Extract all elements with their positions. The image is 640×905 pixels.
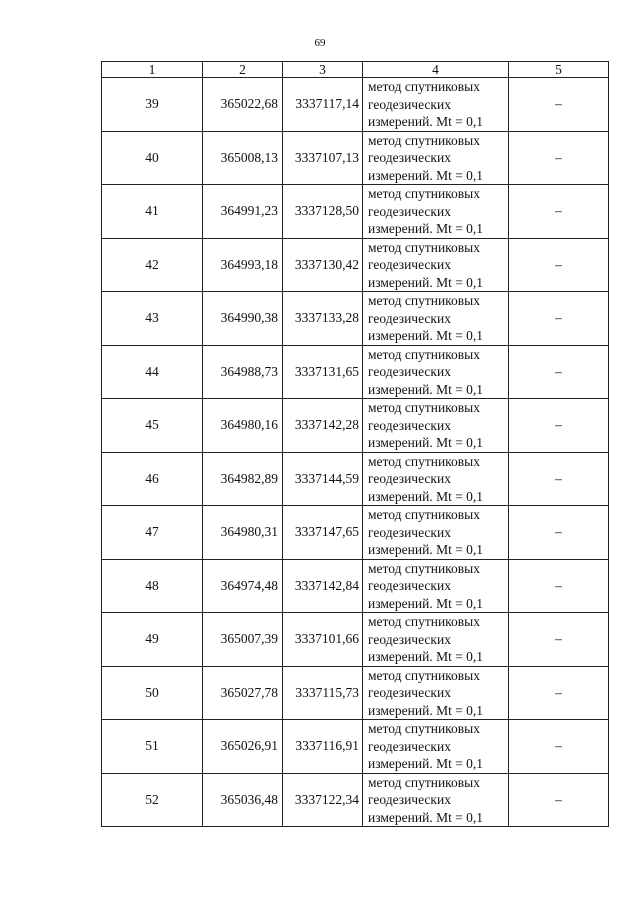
method-line: геодезических xyxy=(368,738,451,754)
method-cell xyxy=(363,238,509,292)
point-number-cell: 44 xyxy=(102,345,203,399)
method-line: геодезических xyxy=(368,150,451,165)
point-number-cell: 51 xyxy=(102,720,203,774)
method-cell xyxy=(363,78,509,132)
method-line: метод спутниковых xyxy=(368,667,480,683)
column-header-5: 5 xyxy=(509,62,609,78)
x-coordinate-cell: 365026,91 xyxy=(203,720,283,774)
note-cell: – xyxy=(509,399,609,453)
method-line: измерений. Mt = 0,1 xyxy=(368,542,484,557)
method-line: измерений. Mt = 0,1 xyxy=(368,328,484,343)
column-header-2: 2 xyxy=(203,62,283,78)
point-number-cell: 47 xyxy=(102,506,203,560)
column-header-1: 1 xyxy=(102,62,203,78)
page-number: 69 xyxy=(314,37,326,49)
note-cell: – xyxy=(509,292,609,346)
method-line: метод спутниковых xyxy=(368,239,480,255)
method-line: геодезических xyxy=(368,257,451,272)
x-coordinate-cell: 365027,78 xyxy=(203,666,283,720)
y-coordinate-cell: 3337147,65 xyxy=(283,506,363,560)
note-cell: – xyxy=(509,506,609,560)
point-number-cell: 46 xyxy=(102,452,203,506)
x-coordinate-cell: 364980,16 xyxy=(203,399,283,453)
note-cell: – xyxy=(509,345,609,399)
table-body xyxy=(102,78,609,827)
x-coordinate-cell: 364974,48 xyxy=(203,559,283,613)
y-coordinate-cell: 3337133,28 xyxy=(283,292,363,346)
point-number-cell: 48 xyxy=(102,559,203,613)
method-line: метод спутниковых xyxy=(368,560,480,576)
point-number-cell: 52 xyxy=(102,773,203,827)
method-cell xyxy=(363,506,509,560)
table-row xyxy=(102,559,609,613)
note-cell: – xyxy=(509,613,609,667)
table-row xyxy=(102,506,609,560)
method-line: геодезических xyxy=(368,471,451,486)
method-line: метод спутниковых xyxy=(368,79,480,94)
method-line: метод спутниковых xyxy=(368,400,480,415)
method-line: геодезических xyxy=(368,685,451,700)
x-coordinate-cell: 365022,68 xyxy=(203,78,283,132)
x-coordinate-cell: 364988,73 xyxy=(203,345,283,399)
method-cell xyxy=(363,559,509,613)
point-number-cell: 39 xyxy=(102,78,203,132)
y-coordinate-cell: 3337115,73 xyxy=(283,666,363,720)
method-line: метод спутниковых xyxy=(368,132,480,148)
table-row xyxy=(102,78,609,132)
note-cell: – xyxy=(509,185,609,239)
table-row xyxy=(102,345,609,399)
point-number-cell: 42 xyxy=(102,238,203,292)
y-coordinate-cell: 3337142,28 xyxy=(283,399,363,453)
note-cell: – xyxy=(509,78,609,132)
method-cell xyxy=(363,292,509,346)
x-coordinate-cell: 364980,31 xyxy=(203,506,283,560)
method-line: измерений. Mt = 0,1 xyxy=(368,595,484,611)
note-cell: – xyxy=(509,720,609,774)
method-line: метод спутниковых xyxy=(368,507,480,522)
y-coordinate-cell: 3337117,14 xyxy=(283,78,363,132)
method-line: геодезических xyxy=(368,578,451,593)
table-row xyxy=(102,131,609,185)
method-cell xyxy=(363,131,509,185)
method-cell xyxy=(363,720,509,774)
method-line: геодезических xyxy=(368,364,451,379)
method-line: метод спутниковых xyxy=(368,293,480,308)
point-number-cell: 49 xyxy=(102,613,203,667)
method-line: геодезических xyxy=(368,792,451,807)
method-line: метод спутниковых xyxy=(368,186,480,201)
table-row xyxy=(102,452,609,506)
note-cell: – xyxy=(509,131,609,185)
method-line: геодезических xyxy=(368,524,451,540)
method-cell xyxy=(363,613,509,667)
y-coordinate-cell: 3337107,13 xyxy=(283,131,363,185)
x-coordinate-cell: 365007,39 xyxy=(203,613,283,667)
point-number-cell: 43 xyxy=(102,292,203,346)
method-cell xyxy=(363,185,509,239)
method-line: метод спутниковых xyxy=(368,774,480,790)
y-coordinate-cell: 3337144,59 xyxy=(283,452,363,506)
method-line: геодезических xyxy=(368,96,451,112)
method-line: измерений. Mt = 0,1 xyxy=(368,702,484,718)
method-line: геодезических xyxy=(368,203,451,219)
note-cell: – xyxy=(509,452,609,506)
header-row xyxy=(102,62,609,78)
method-line: метод спутниковых xyxy=(368,614,480,629)
table-row xyxy=(102,666,609,720)
method-line: измерений. Mt = 0,1 xyxy=(368,435,484,450)
table-row xyxy=(102,292,609,346)
column-header-4: 4 xyxy=(363,62,509,78)
method-cell xyxy=(363,452,509,506)
table-row xyxy=(102,238,609,292)
table-row xyxy=(102,399,609,453)
y-coordinate-cell: 3337128,50 xyxy=(283,185,363,239)
method-line: геодезических xyxy=(368,631,451,647)
table-header xyxy=(102,62,609,78)
x-coordinate-cell: 364982,89 xyxy=(203,452,283,506)
method-line: метод спутниковых xyxy=(368,346,480,362)
note-cell: – xyxy=(509,238,609,292)
x-coordinate-cell: 364990,38 xyxy=(203,292,283,346)
y-coordinate-cell: 3337131,65 xyxy=(283,345,363,399)
method-line: геодезических xyxy=(368,310,451,326)
table-row xyxy=(102,773,609,827)
method-cell xyxy=(363,345,509,399)
y-coordinate-cell: 3337101,66 xyxy=(283,613,363,667)
x-coordinate-cell: 365008,13 xyxy=(203,131,283,185)
note-cell: – xyxy=(509,559,609,613)
method-cell xyxy=(363,399,509,453)
note-cell: – xyxy=(509,773,609,827)
point-number-cell: 45 xyxy=(102,399,203,453)
y-coordinate-cell: 3337122,34 xyxy=(283,773,363,827)
y-coordinate-cell: 3337130,42 xyxy=(283,238,363,292)
x-coordinate-cell: 364993,18 xyxy=(203,238,283,292)
method-line: измерений. Mt = 0,1 xyxy=(368,809,484,825)
point-number-cell: 50 xyxy=(102,666,203,720)
method-line: метод спутниковых xyxy=(368,721,480,736)
method-line: измерений. Mt = 0,1 xyxy=(368,649,484,664)
table-row xyxy=(102,613,609,667)
coordinates-table xyxy=(101,61,609,827)
table-row xyxy=(102,185,609,239)
point-number-cell: 40 xyxy=(102,131,203,185)
method-cell xyxy=(363,666,509,720)
table-row xyxy=(102,720,609,774)
method-cell xyxy=(363,773,509,827)
method-line: измерений. Mt = 0,1 xyxy=(368,274,484,290)
method-line: измерений. Mt = 0,1 xyxy=(368,114,484,129)
column-header-3: 3 xyxy=(283,62,363,78)
point-number-cell: 41 xyxy=(102,185,203,239)
y-coordinate-cell: 3337116,91 xyxy=(283,720,363,774)
note-cell: – xyxy=(509,666,609,720)
method-line: измерений. Mt = 0,1 xyxy=(368,488,484,504)
method-line: измерений. Mt = 0,1 xyxy=(368,167,484,183)
x-coordinate-cell: 364991,23 xyxy=(203,185,283,239)
method-line: измерений. Mt = 0,1 xyxy=(368,221,484,236)
x-coordinate-cell: 365036,48 xyxy=(203,773,283,827)
method-line: геодезических xyxy=(368,417,451,433)
method-line: измерений. Mt = 0,1 xyxy=(368,381,484,397)
method-line: измерений. Mt = 0,1 xyxy=(368,756,484,771)
method-line: метод спутниковых xyxy=(368,453,480,469)
y-coordinate-cell: 3337142,84 xyxy=(283,559,363,613)
